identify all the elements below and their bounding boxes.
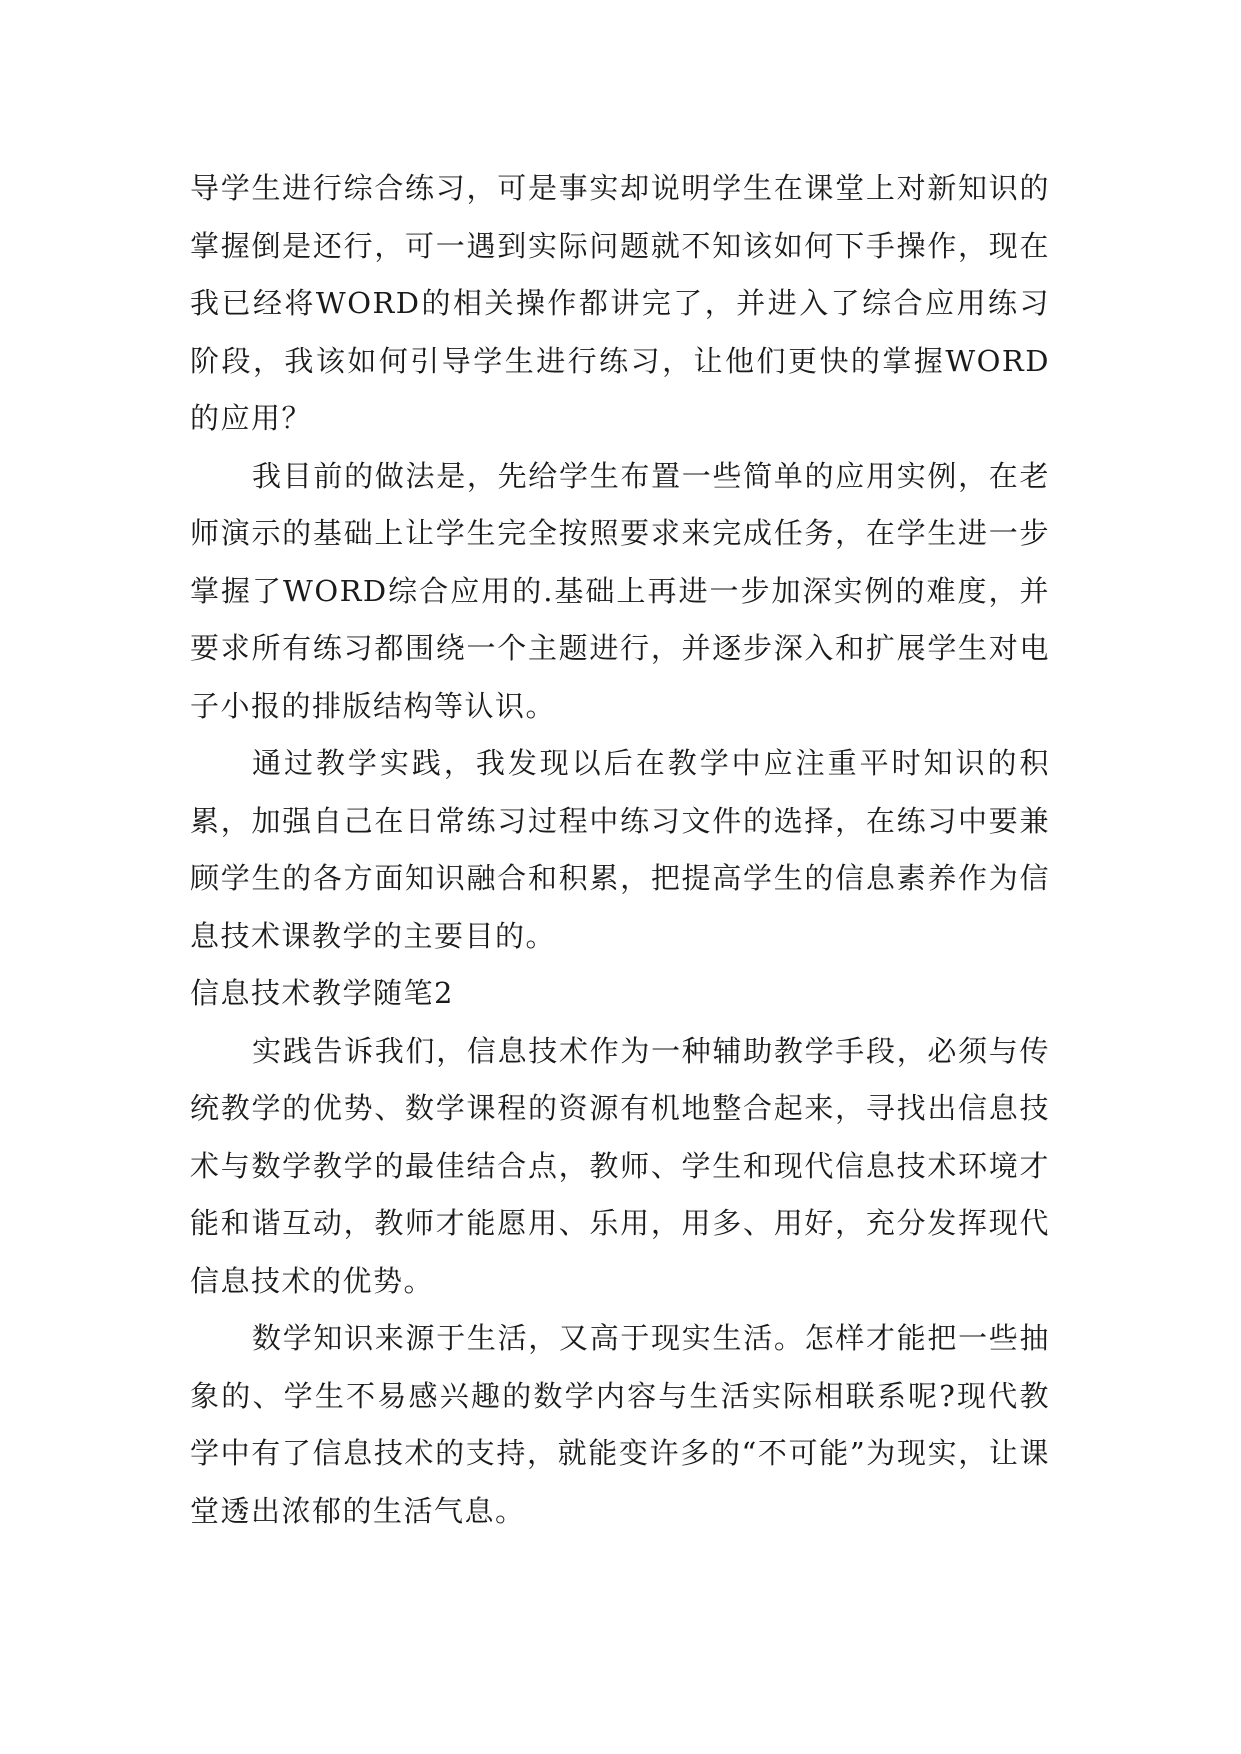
paragraph-5: 数学知识来源于生活，又高于现实生活。怎样才能把一些抽象的、学生不易感兴趣的数学内容与生活实际相联系呢?现代教学中有了信息技术的支持，就能变许多的“不可能”为现实，让课堂透出浓郁的生活气息。 bbox=[190, 1321, 1050, 1528]
document-body bbox=[190, 160, 1050, 1540]
paragraph-4: 实践告诉我们，信息技术作为一种辅助教学手段，必须与传统教学的优势、数学课程的资源有机地整合起来，寻找出信息技术与数学教学的最佳结合点，教师、学生和现代信息技术环境才能和谐互动，教师才能愿用、乐用，用多、用好，充分发挥现代信息技术的优势。 bbox=[190, 1033, 1050, 1298]
paragraph-1: 导学生进行综合练习，可是事实却说明学生在课堂上对新知识的掌握倒是还行，可一遇到实际问题就不知该如何下手操作，现在我已经将WORD的相关操作都讲完了，并进入了综合应用练习阶段，我该如何引导学生进行练习，让他们更快的掌握WORD的应用？ bbox=[190, 171, 1050, 435]
paragraph-2: 我目前的做法是，先给学生布置一些简单的应用实例，在老师演示的基础上让学生完全按照要求来完成任务，在学生进一步掌握了WORD综合应用的.基础上再进一步加深实例的难度，并要求所有练习都围绕一个主题进行，并逐步深入和扩展学生对电子小报的排版结构等认识。 bbox=[190, 458, 1050, 723]
paragraph-3: 通过教学实践，我发现以后在教学中应注重平时知识的积累，加强自己在日常练习过程中练习文件的选择，在练习中要兼顾学生的各方面知识融合和积累，把提高学生的信息素养作为信息技术课教学的主要目的。 bbox=[190, 746, 1050, 953]
section-heading: 信息技术教学随笔2 bbox=[190, 976, 454, 1010]
